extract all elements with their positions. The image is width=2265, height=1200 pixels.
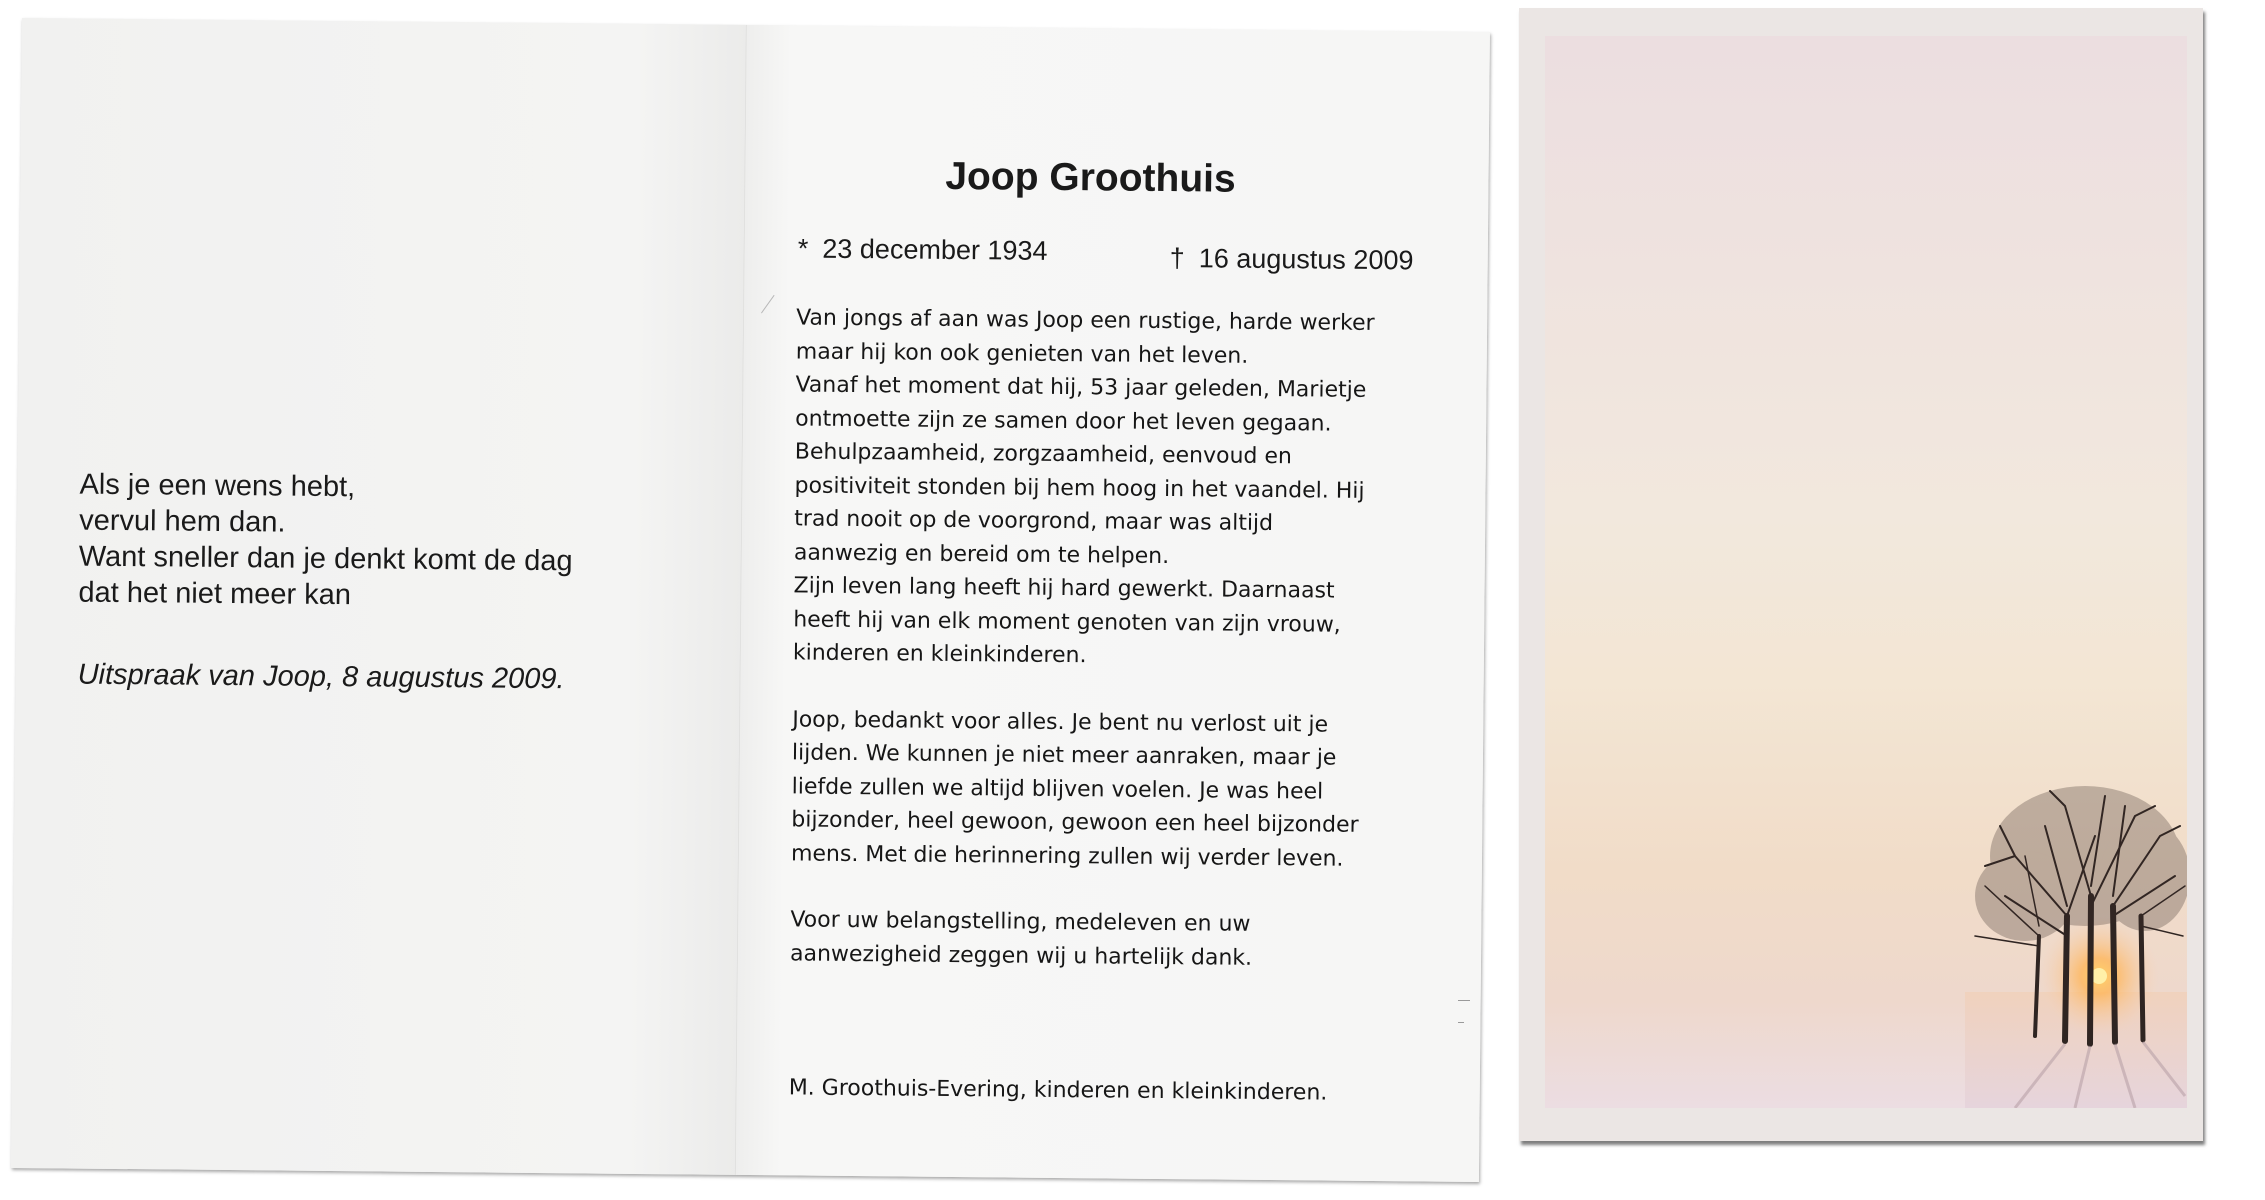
- text-line: trad nooit op de voorgrond, maar was altijd: [794, 506, 1274, 537]
- death-date: 16 augustus 2009: [1198, 243, 1414, 276]
- text-line: Behulpzaamheid, zorgzaamheid, eenvoud en: [794, 439, 1293, 470]
- quote-source: Uitspraak van Joop, 8 augustus 2009.: [77, 658, 565, 696]
- photo-card: [1519, 8, 2203, 1141]
- text-line: lijden. We kunnen je niet meer aanraken, maar je: [791, 740, 1337, 771]
- text-line: mens. Met die herinnering zullen wij verder leven.: [790, 840, 1344, 872]
- winter-landscape-photo: [1545, 36, 2187, 1108]
- paragraph: [791, 703, 1453, 877]
- text-line: kinderen en kleinkinderen.: [792, 640, 1087, 669]
- text-line: aanwezig en bereid om te helpen.: [793, 539, 1170, 569]
- tree-canopy: [1975, 786, 2187, 941]
- text-line: Vanaf het moment dat hij, 53 jaar geleden, Marietje: [795, 372, 1367, 403]
- poem: [78, 467, 699, 617]
- text-line: bijzonder, heel gewoon, gewoon een heel bijzonder: [791, 807, 1359, 838]
- text-line: Van jongs af aan was Joop een rustige, harde werker: [796, 305, 1375, 336]
- scan-mark: [1458, 1000, 1470, 1001]
- birth-date: 23 december 1934: [822, 233, 1048, 266]
- deceased-name: Joop Groothuis: [945, 154, 1236, 201]
- text-line: positiviteit stonden bij hem hoog in het vaandel. Hij: [794, 472, 1365, 504]
- text-line: ontmoette zijn ze samen door het leven gegaan.: [795, 405, 1332, 437]
- text-line: liefde zullen we altijd blijven voelen. Je was heel: [791, 773, 1324, 805]
- birth-line: [798, 233, 1048, 266]
- poem-line: Als je een wens hebt,: [79, 468, 356, 504]
- text-line: aanwezigheid zeggen wij u hartelijk dank.: [789, 940, 1253, 971]
- birth-star-icon: *: [797, 233, 809, 264]
- tree-scene: [1545, 36, 2187, 1108]
- scan-mark: [1458, 1022, 1464, 1023]
- text-line: Joop, bedankt voor alles. Je bent nu verlost uit je: [792, 706, 1329, 738]
- memorial-card-folded: [11, 18, 1490, 1182]
- text-line: Zijn leven lang heeft hij hard gewerkt. Daarnaast: [793, 573, 1335, 604]
- death-line: [1170, 243, 1414, 276]
- text-line: Voor uw belangstelling, medeleven en uw: [790, 907, 1251, 937]
- death-cross-icon: †: [1169, 243, 1185, 274]
- signature: M. Groothuis-Evering, kinderen en kleinkinderen.: [788, 1075, 1328, 1106]
- text-line: maar hij kon ook genieten van het leven.: [795, 338, 1249, 369]
- poem-line: vervul hem dan.: [79, 504, 286, 539]
- paragraph: [790, 903, 1451, 976]
- poem-line: Want sneller dan je denkt komt de dag: [78, 540, 573, 578]
- left-panel: [11, 18, 747, 1175]
- obituary-text: [790, 301, 1456, 976]
- text-line: heeft hij van elk moment genoten van zijn vrouw,: [793, 606, 1341, 638]
- paragraph: [793, 301, 1457, 676]
- poem-line: dat het niet meer kan: [78, 576, 352, 612]
